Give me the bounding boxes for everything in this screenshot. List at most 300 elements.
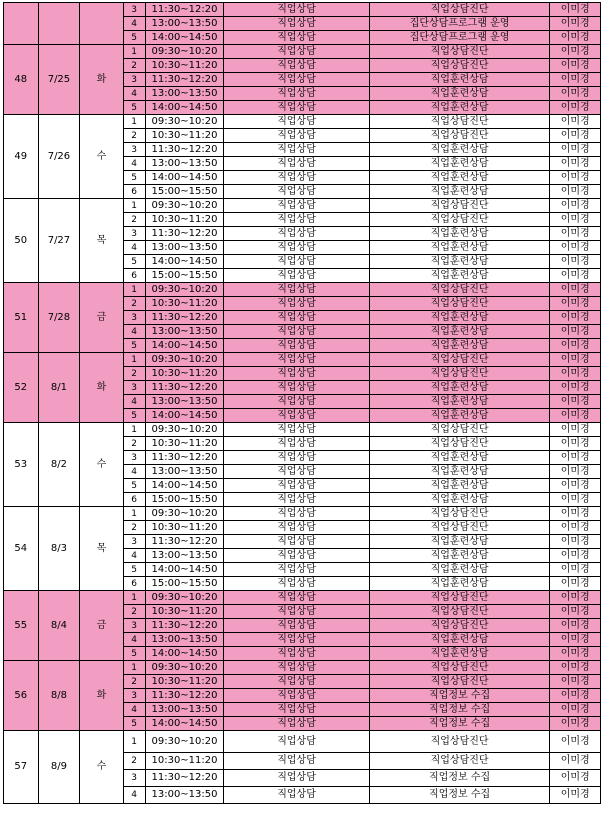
program-cell: 직업훈련상담: [369, 87, 550, 101]
counselor-cell: 이미경: [550, 353, 601, 367]
session-number-cell: 4: [123, 325, 145, 339]
time-cell: 14:00~14:50: [145, 31, 224, 45]
time-cell: 09:30~10:20: [145, 507, 224, 521]
session-number-cell: 2: [123, 59, 145, 73]
counselor-cell: 이미경: [550, 549, 601, 563]
date-cell: 8/2: [38, 423, 80, 507]
counselor-cell: 이미경: [550, 87, 601, 101]
time-cell: 13:00~13:50: [145, 633, 224, 647]
date-cell: 7/26: [38, 115, 80, 199]
time-cell: 09:30~10:20: [145, 353, 224, 367]
session-number-cell: 1: [123, 115, 145, 129]
counselor-cell: 이미경: [550, 451, 601, 465]
session-number-cell: 3: [123, 227, 145, 241]
session-number-cell: 3: [123, 619, 145, 633]
date-cell: 8/3: [38, 507, 80, 591]
counsel-type-cell: 직업상담: [224, 283, 370, 297]
session-row: [4, 283, 601, 297]
program-cell: 직업훈련상담: [369, 143, 550, 157]
time-cell: 11:30~12:20: [145, 619, 224, 633]
counsel-type-cell: 직업상담: [224, 619, 370, 633]
session-number-cell: 2: [123, 367, 145, 381]
time-cell: 13:00~13:50: [145, 703, 224, 717]
program-cell: 직업상담진단: [369, 753, 550, 770]
time-cell: 11:30~12:20: [145, 227, 224, 241]
counsel-type-cell: 직업상담: [224, 339, 370, 353]
session-number-cell: 4: [123, 787, 145, 804]
time-cell: 09:30~10:20: [145, 423, 224, 437]
session-number-cell: 4: [123, 703, 145, 717]
program-cell: 직업상담진단: [369, 605, 550, 619]
time-cell: 14:00~14:50: [145, 171, 224, 185]
weekday-cell: 화: [80, 661, 123, 731]
program-cell: 직업정보 수집: [369, 787, 550, 804]
counsel-type-cell: 직업상담: [224, 129, 370, 143]
program-cell: 직업상담진단: [369, 45, 550, 59]
session-number-cell: 6: [123, 269, 145, 283]
session-row: [4, 661, 601, 675]
time-cell: 13:00~13:50: [145, 241, 224, 255]
counsel-type-cell: 직업상담: [224, 577, 370, 591]
program-cell: 직업훈련상담: [369, 395, 550, 409]
counsel-type-cell: 직업상담: [224, 507, 370, 521]
time-cell: 13:00~13:50: [145, 787, 224, 804]
session-number-cell: 3: [123, 3, 145, 17]
session-number-cell: 1: [123, 45, 145, 59]
time-cell: 15:00~15:50: [145, 185, 224, 199]
time-cell: 11:30~12:20: [145, 381, 224, 395]
day-number-cell: 51: [4, 283, 39, 353]
session-row: [4, 199, 601, 213]
day-number-cell: 50: [4, 199, 39, 283]
session-number-cell: 5: [123, 171, 145, 185]
program-cell: 직업훈련상담: [369, 409, 550, 423]
program-cell: 직업훈련상담: [369, 325, 550, 339]
session-number-cell: 3: [123, 535, 145, 549]
counsel-type-cell: 직업상담: [224, 717, 370, 731]
session-number-cell: 3: [123, 73, 145, 87]
time-cell: 13:00~13:50: [145, 17, 224, 31]
session-number-cell: 2: [123, 521, 145, 535]
counselor-cell: 이미경: [550, 199, 601, 213]
time-cell: 10:30~11:20: [145, 437, 224, 451]
date-cell: 8/9: [38, 731, 80, 804]
weekday-cell: 수: [80, 423, 123, 507]
session-number-cell: 5: [123, 255, 145, 269]
program-cell: 직업훈련상담: [369, 577, 550, 591]
program-cell: 직업정보 수집: [369, 689, 550, 703]
session-number-cell: 3: [123, 451, 145, 465]
session-number-cell: 3: [123, 143, 145, 157]
program-cell: 집단상담프로그램 운영: [369, 31, 550, 45]
session-number-cell: 1: [123, 591, 145, 605]
session-number-cell: 2: [123, 213, 145, 227]
counsel-type-cell: 직업상담: [224, 535, 370, 549]
counsel-type-cell: 직업상담: [224, 45, 370, 59]
session-number-cell: 5: [123, 101, 145, 115]
counselor-cell: 이미경: [550, 409, 601, 423]
program-cell: 직업훈련상담: [369, 185, 550, 199]
counsel-type-cell: 직업상담: [224, 143, 370, 157]
counsel-type-cell: 직업상담: [224, 753, 370, 770]
session-row: [4, 45, 601, 59]
time-cell: 14:00~14:50: [145, 255, 224, 269]
weekday-cell: 금: [80, 591, 123, 661]
session-number-cell: 6: [123, 185, 145, 199]
session-number-cell: 4: [123, 17, 145, 31]
program-cell: 직업상담진단: [369, 675, 550, 689]
time-cell: 13:00~13:50: [145, 395, 224, 409]
session-row: [4, 591, 601, 605]
counsel-type-cell: 직업상담: [224, 325, 370, 339]
counsel-type-cell: 직업상담: [224, 269, 370, 283]
counsel-type-cell: 직업상담: [224, 185, 370, 199]
counselor-cell: 이미경: [550, 675, 601, 689]
counsel-type-cell: 직업상담: [224, 563, 370, 577]
counsel-type-cell: 직업상담: [224, 479, 370, 493]
counsel-type-cell: 직업상담: [224, 297, 370, 311]
time-cell: 11:30~12:20: [145, 3, 224, 17]
session-number-cell: 5: [123, 409, 145, 423]
day-number-cell: 49: [4, 115, 39, 199]
counsel-type-cell: 직업상담: [224, 703, 370, 717]
day-number-cell: 54: [4, 507, 39, 591]
counselor-cell: 이미경: [550, 479, 601, 493]
session-number-cell: 2: [123, 437, 145, 451]
program-cell: 직업상담진단: [369, 199, 550, 213]
program-cell: 직업훈련상담: [369, 451, 550, 465]
counselor-cell: 이미경: [550, 157, 601, 171]
counselor-cell: 이미경: [550, 283, 601, 297]
session-number-cell: 3: [123, 770, 145, 787]
session-number-cell: 2: [123, 675, 145, 689]
counselor-cell: 이미경: [550, 770, 601, 787]
time-cell: 09:30~10:20: [145, 199, 224, 213]
counselor-cell: 이미경: [550, 213, 601, 227]
program-cell: 직업상담진단: [369, 367, 550, 381]
time-cell: 09:30~10:20: [145, 731, 224, 753]
program-cell: 직업상담진단: [369, 213, 550, 227]
counsel-type-cell: 직업상담: [224, 115, 370, 129]
time-cell: 10:30~11:20: [145, 675, 224, 689]
date-cell: 8/4: [38, 591, 80, 661]
counselor-cell: 이미경: [550, 753, 601, 770]
counsel-type-cell: 직업상담: [224, 633, 370, 647]
time-cell: 11:30~12:20: [145, 770, 224, 787]
session-number-cell: 1: [123, 199, 145, 213]
counselor-cell: 이미경: [550, 787, 601, 804]
counsel-type-cell: 직업상담: [224, 227, 370, 241]
day-number-cell: 57: [4, 731, 39, 804]
day-number-cell: 52: [4, 353, 39, 423]
time-cell: 11:30~12:20: [145, 451, 224, 465]
time-cell: 13:00~13:50: [145, 87, 224, 101]
program-cell: 직업훈련상담: [369, 479, 550, 493]
program-cell: 직업정보 수집: [369, 703, 550, 717]
session-number-cell: 4: [123, 395, 145, 409]
session-row: [4, 353, 601, 367]
counselor-cell: 이미경: [550, 423, 601, 437]
counsel-type-cell: 직업상담: [224, 409, 370, 423]
counsel-type-cell: 직업상담: [224, 423, 370, 437]
time-cell: 13:00~13:50: [145, 465, 224, 479]
session-number-cell: 5: [123, 479, 145, 493]
session-number-cell: 3: [123, 311, 145, 325]
weekday-cell: 목: [80, 507, 123, 591]
counselor-cell: 이미경: [550, 535, 601, 549]
session-number-cell: 4: [123, 241, 145, 255]
session-number-cell: 1: [123, 353, 145, 367]
session-number-cell: 6: [123, 493, 145, 507]
program-cell: 직업상담진단: [369, 731, 550, 753]
session-number-cell: 5: [123, 717, 145, 731]
day-number-cell: 53: [4, 423, 39, 507]
counselor-cell: 이미경: [550, 367, 601, 381]
counsel-type-cell: 직업상담: [224, 157, 370, 171]
time-cell: 10:30~11:20: [145, 59, 224, 73]
time-cell: 13:00~13:50: [145, 157, 224, 171]
time-cell: 13:00~13:50: [145, 325, 224, 339]
counselor-cell: 이미경: [550, 395, 601, 409]
program-cell: 직업상담진단: [369, 59, 550, 73]
weekday-cell: 화: [80, 353, 123, 423]
counsel-type-cell: 직업상담: [224, 605, 370, 619]
counsel-type-cell: 직업상담: [224, 17, 370, 31]
time-cell: 10:30~11:20: [145, 213, 224, 227]
date-cell: 7/27: [38, 199, 80, 283]
counsel-type-cell: 직업상담: [224, 213, 370, 227]
counsel-type-cell: 직업상담: [224, 689, 370, 703]
counselor-cell: 이미경: [550, 731, 601, 753]
counselor-cell: 이미경: [550, 605, 601, 619]
counselor-cell: 이미경: [550, 185, 601, 199]
program-cell: 직업상담진단: [369, 297, 550, 311]
counselor-cell: 이미경: [550, 73, 601, 87]
counsel-type-cell: 직업상담: [224, 87, 370, 101]
counselor-cell: 이미경: [550, 31, 601, 45]
counselor-cell: 이미경: [550, 325, 601, 339]
time-cell: 11:30~12:20: [145, 689, 224, 703]
time-cell: 14:00~14:50: [145, 339, 224, 353]
counselor-cell: 이미경: [550, 647, 601, 661]
program-cell: 직업상담진단: [369, 591, 550, 605]
session-number-cell: 2: [123, 297, 145, 311]
counselor-cell: 이미경: [550, 269, 601, 283]
session-number-cell: 5: [123, 563, 145, 577]
session-row: [4, 507, 601, 521]
counsel-type-cell: 직업상담: [224, 199, 370, 213]
session-number-cell: 2: [123, 129, 145, 143]
date-cell: 8/1: [38, 353, 80, 423]
session-number-cell: 6: [123, 577, 145, 591]
counselor-cell: 이미경: [550, 339, 601, 353]
session-number-cell: 2: [123, 753, 145, 770]
session-number-cell: 5: [123, 31, 145, 45]
session-row: [4, 3, 601, 17]
counsel-type-cell: 직업상담: [224, 241, 370, 255]
counsel-type-cell: 직업상담: [224, 647, 370, 661]
time-cell: 14:00~14:50: [145, 647, 224, 661]
time-cell: 15:00~15:50: [145, 269, 224, 283]
session-number-cell: 1: [123, 423, 145, 437]
weekday-cell: 금: [80, 283, 123, 353]
counsel-type-cell: 직업상담: [224, 381, 370, 395]
counselor-cell: 이미경: [550, 381, 601, 395]
program-cell: 직업훈련상담: [369, 465, 550, 479]
day-number-cell: [4, 3, 39, 45]
counselor-cell: 이미경: [550, 437, 601, 451]
time-cell: 11:30~12:20: [145, 311, 224, 325]
counsel-type-cell: 직업상담: [224, 661, 370, 675]
time-cell: 11:30~12:20: [145, 73, 224, 87]
counsel-type-cell: 직업상담: [224, 311, 370, 325]
program-cell: 직업상담진단: [369, 353, 550, 367]
program-cell: 직업상담진단: [369, 115, 550, 129]
counsel-type-cell: 직업상담: [224, 451, 370, 465]
counsel-type-cell: 직업상담: [224, 770, 370, 787]
time-cell: 11:30~12:20: [145, 535, 224, 549]
program-cell: 직업훈련상담: [369, 227, 550, 241]
counsel-type-cell: 직업상담: [224, 731, 370, 753]
counsel-type-cell: 직업상담: [224, 549, 370, 563]
counselor-cell: 이미경: [550, 59, 601, 73]
program-cell: 직업훈련상담: [369, 101, 550, 115]
counselor-cell: 이미경: [550, 171, 601, 185]
date-cell: [38, 3, 80, 45]
program-cell: 직업훈련상담: [369, 171, 550, 185]
counsel-type-cell: 직업상담: [224, 395, 370, 409]
date-cell: 7/25: [38, 45, 80, 115]
counsel-type-cell: 직업상담: [224, 367, 370, 381]
session-row: [4, 423, 601, 437]
counselor-cell: 이미경: [550, 45, 601, 59]
program-cell: 직업정보 수집: [369, 770, 550, 787]
program-cell: 직업상담진단: [369, 437, 550, 451]
counselor-cell: 이미경: [550, 521, 601, 535]
weekday-cell: 수: [80, 115, 123, 199]
counsel-type-cell: 직업상담: [224, 465, 370, 479]
counselor-cell: 이미경: [550, 563, 601, 577]
counselor-cell: 이미경: [550, 507, 601, 521]
counsel-type-cell: 직업상담: [224, 437, 370, 451]
session-number-cell: 4: [123, 465, 145, 479]
counsel-type-cell: 직업상담: [224, 521, 370, 535]
program-cell: 직업훈련상담: [369, 241, 550, 255]
session-row: [4, 731, 601, 753]
counselor-cell: 이미경: [550, 591, 601, 605]
time-cell: 09:30~10:20: [145, 45, 224, 59]
counsel-type-cell: 직업상담: [224, 493, 370, 507]
counselor-cell: 이미경: [550, 703, 601, 717]
counselor-cell: 이미경: [550, 101, 601, 115]
time-cell: 09:30~10:20: [145, 283, 224, 297]
program-cell: 직업상담진단: [369, 521, 550, 535]
time-cell: 14:00~14:50: [145, 101, 224, 115]
counselor-cell: 이미경: [550, 255, 601, 269]
counselor-cell: 이미경: [550, 241, 601, 255]
weekday-cell: 화: [80, 45, 123, 115]
session-number-cell: 1: [123, 731, 145, 753]
time-cell: 09:30~10:20: [145, 661, 224, 675]
program-cell: 직업훈련상담: [369, 647, 550, 661]
time-cell: 10:30~11:20: [145, 521, 224, 535]
session-row: [4, 115, 601, 129]
counselor-cell: 이미경: [550, 311, 601, 325]
counselor-cell: 이미경: [550, 633, 601, 647]
day-number-cell: 55: [4, 591, 39, 661]
session-number-cell: 4: [123, 549, 145, 563]
counsel-type-cell: 직업상담: [224, 675, 370, 689]
program-cell: 직업훈련상담: [369, 549, 550, 563]
schedule-table: [3, 2, 601, 804]
session-number-cell: 1: [123, 283, 145, 297]
time-cell: 10:30~11:20: [145, 367, 224, 381]
session-number-cell: 1: [123, 507, 145, 521]
program-cell: 직업훈련상담: [369, 269, 550, 283]
counsel-type-cell: 직업상담: [224, 171, 370, 185]
program-cell: 직업정보 수집: [369, 717, 550, 731]
day-number-cell: 56: [4, 661, 39, 731]
time-cell: 14:00~14:50: [145, 563, 224, 577]
session-number-cell: 5: [123, 339, 145, 353]
weekday-cell: 목: [80, 199, 123, 283]
counselor-cell: 이미경: [550, 689, 601, 703]
date-cell: 7/28: [38, 283, 80, 353]
time-cell: 10:30~11:20: [145, 605, 224, 619]
counsel-type-cell: 직업상담: [224, 59, 370, 73]
program-cell: 직업훈련상담: [369, 633, 550, 647]
counselor-cell: 이미경: [550, 297, 601, 311]
counselor-cell: 이미경: [550, 17, 601, 31]
counsel-type-cell: 직업상담: [224, 101, 370, 115]
counsel-type-cell: 직업상담: [224, 255, 370, 269]
program-cell: 직업상담진단: [369, 507, 550, 521]
program-cell: 집단상담프로그램 운영: [369, 17, 550, 31]
time-cell: 10:30~11:20: [145, 129, 224, 143]
program-cell: 직업훈련상담: [369, 157, 550, 171]
time-cell: 09:30~10:20: [145, 591, 224, 605]
program-cell: 직업상담진단: [369, 283, 550, 297]
counsel-type-cell: 직업상담: [224, 787, 370, 804]
counselor-cell: 이미경: [550, 465, 601, 479]
counselor-cell: 이미경: [550, 619, 601, 633]
counselor-cell: 이미경: [550, 661, 601, 675]
weekday-cell: 수: [80, 731, 123, 804]
date-cell: 8/8: [38, 661, 80, 731]
program-cell: 직업훈련상담: [369, 381, 550, 395]
counselor-cell: 이미경: [550, 717, 601, 731]
time-cell: 11:30~12:20: [145, 143, 224, 157]
day-number-cell: 48: [4, 45, 39, 115]
program-cell: 직업훈련상담: [369, 255, 550, 269]
time-cell: 15:00~15:50: [145, 493, 224, 507]
program-cell: 직업훈련상담: [369, 563, 550, 577]
time-cell: 14:00~14:50: [145, 717, 224, 731]
session-number-cell: 3: [123, 381, 145, 395]
counsel-type-cell: 직업상담: [224, 353, 370, 367]
program-cell: 직업훈련상담: [369, 535, 550, 549]
session-number-cell: 2: [123, 605, 145, 619]
session-number-cell: 5: [123, 647, 145, 661]
program-cell: 직업훈련상담: [369, 339, 550, 353]
counsel-type-cell: 직업상담: [224, 31, 370, 45]
counselor-cell: 이미경: [550, 143, 601, 157]
time-cell: 10:30~11:20: [145, 297, 224, 311]
time-cell: 15:00~15:50: [145, 577, 224, 591]
program-cell: 직업상담진단: [369, 619, 550, 633]
counselor-cell: 이미경: [550, 115, 601, 129]
program-cell: 직업상담진단: [369, 423, 550, 437]
